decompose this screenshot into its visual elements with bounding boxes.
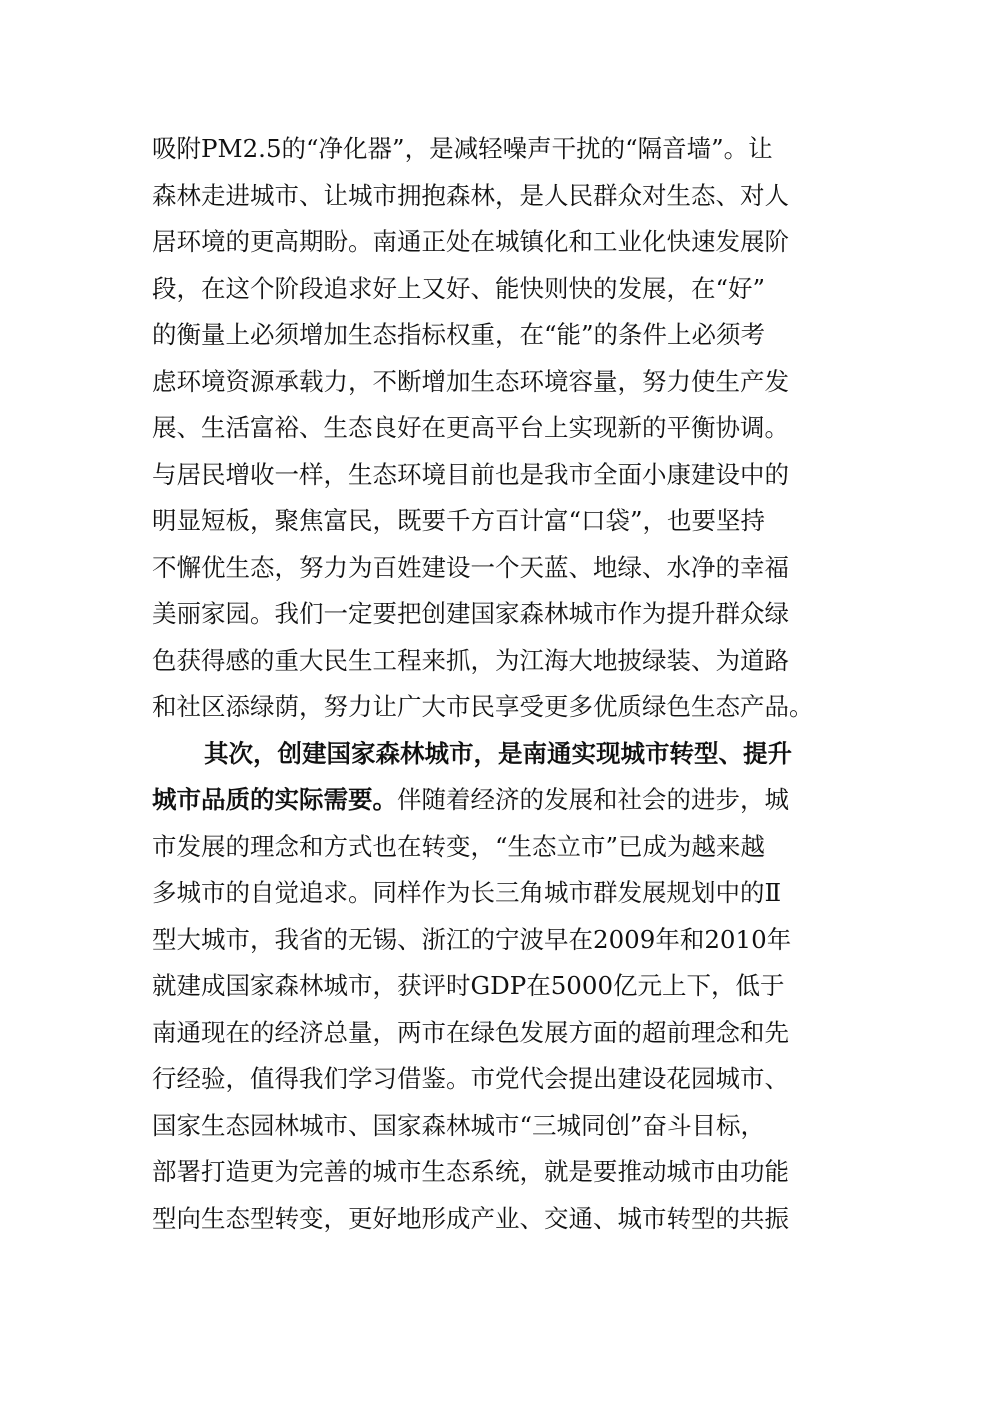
text-line: 色获得感的重大民生工程来抓，为江海大地披绿装、为道路 <box>152 645 789 675</box>
text-line: 型大城市，我省的无锡、浙江的宁波早在2009年和2010年 <box>152 924 792 954</box>
text-line: 就建成国家森林城市，获评时GDP在5000亿元上下，低于 <box>152 971 785 1000</box>
text-line: 吸附PM2.5的“净化器”，是减轻噪声干扰的“隔音墙”。让 <box>152 134 773 163</box>
text-line: 与居民增收一样，生态环境目前也是我市全面小康建设中的 <box>152 459 789 489</box>
text-line: 不懈优生态，努力为百姓建设一个天蓝、地绿、水净的幸福 <box>152 552 789 582</box>
text-line: 和社区添绿荫，努力让广大市民享受更多优质绿色生态产品。 <box>152 692 814 721</box>
bold-heading-text: 城市品质的实际需要。 <box>152 785 397 814</box>
line-text: 伴随着经济的发展和社会的进步，城 <box>397 785 789 814</box>
text-line <box>152 777 852 824</box>
text-line: 段，在这个阶段追求好上又好、能快则快的发展，在“好” <box>152 273 766 303</box>
text-line: 多城市的自觉追求。同样作为长三角城市群发展规划中的Ⅱ <box>152 878 782 907</box>
text-line: 居环境的更高期盼。南通正处在城镇化和工业化快速发展阶 <box>152 227 789 256</box>
text-line: 的衡量上必须增加生态指标权重，在“能”的条件上必须考 <box>152 320 766 349</box>
text-line: 行经验，值得我们学习借鉴。市党代会提出建设花园城市、 <box>152 1064 789 1093</box>
text-line: 美丽家园。我们一定要把创建国家森林城市作为提升群众绿 <box>152 599 789 628</box>
text-line: 南通现在的经济总量，两市在绿色发展方面的超前理念和先 <box>152 1017 789 1047</box>
text-line: 明显短板，聚焦富民，既要千方百计富“口袋”，也要坚持 <box>152 506 766 535</box>
text-line: 国家生态园林城市、国家森林城市“三城同创”奋斗目标， <box>152 1110 766 1140</box>
text-line: 森林走进城市、让城市拥抱森林，是人民群众对生态、对人 <box>152 180 789 210</box>
text-line: 展、生活富裕、生态良好在更高平台上实现新的平衡协调。 <box>152 413 789 442</box>
text-line: 虑环境资源承载力，不断增加生态环境容量，努力使生产发 <box>152 366 789 396</box>
text-line: 部署打造更为完善的城市生态系统，就是要推动城市由功能 <box>152 1157 789 1186</box>
text-line: 型向生态型转变，更好地形成产业、交通、城市转型的共振 <box>152 1203 789 1233</box>
bold-heading-text: 其次，创建国家森林城市，是南通实现城市转型、提升 <box>204 738 792 768</box>
body-text <box>152 126 852 1242</box>
paragraph-heading-line <box>152 731 852 778</box>
text-line: 市发展的理念和方式也在转变，“生态立市”已成为越来越 <box>152 831 766 861</box>
